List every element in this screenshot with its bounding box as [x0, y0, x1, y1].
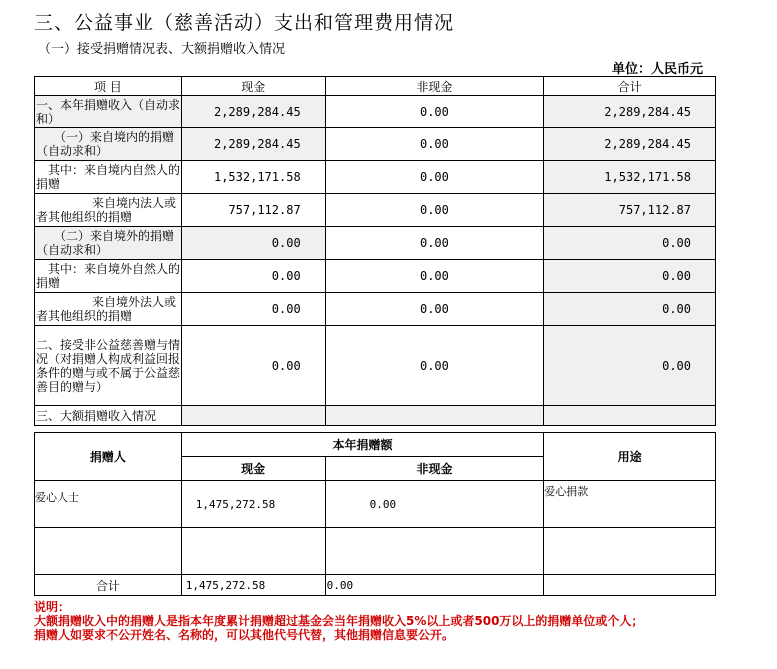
table-header-row	[35, 77, 716, 96]
total-cell: 2,289,284.45	[544, 96, 716, 128]
empty-cell	[544, 406, 716, 426]
noncash-cell: 0.00	[325, 227, 543, 260]
cash-cell: 2,289,284.45	[181, 128, 325, 161]
row-label: （二）来自境外的捐赠（自动求和）	[35, 227, 182, 260]
cash-cell: 0.00	[181, 227, 325, 260]
table-row	[35, 326, 716, 406]
row-label: 一、本年捐赠收入（自动求和）	[36, 97, 181, 126]
table-row	[35, 128, 716, 161]
purpose-header: 用途	[544, 433, 716, 481]
row-label: 三、大额捐赠收入情况	[35, 406, 182, 426]
total-cell: 0.00	[544, 227, 716, 260]
cash-cell: 1,475,272.58	[181, 481, 325, 528]
large-donation-table	[34, 432, 716, 596]
header-item: 项 目	[35, 77, 182, 96]
donor-cell: 爱心人士	[35, 481, 182, 528]
empty-cell	[325, 406, 543, 426]
cash-header: 现金	[181, 457, 325, 481]
empty-cell	[544, 575, 716, 596]
cash-cell: 1,532,171.58	[181, 161, 325, 194]
row-label: 来自境内法人或者其他组织的捐赠	[35, 194, 182, 227]
noncash-cell: 0.00	[325, 96, 543, 128]
section-subtitle: （一）接受捐赠情况表、大额捐赠收入情况	[38, 42, 286, 57]
donation-table	[34, 76, 716, 426]
total-cell: 0.00	[544, 260, 716, 293]
noncash-cell: 0.00	[325, 161, 543, 194]
empty-cell	[544, 528, 716, 575]
total-noncash-cell: 0.00	[325, 575, 544, 596]
table-row	[35, 96, 716, 128]
empty-cell	[181, 406, 325, 426]
table-row	[35, 481, 716, 528]
row-label: 二、接受非公益慈善赠与情况（对捐赠人构成利益回报条件的赠与或不属于公益慈善目的赠与）	[35, 326, 182, 406]
empty-cell	[35, 528, 182, 575]
total-cell: 1,532,171.58	[544, 161, 716, 194]
total-cell: 757,112.87	[544, 194, 716, 227]
table-row	[35, 227, 716, 260]
empty-cell	[181, 528, 325, 575]
row-label: （一）来自境内的捐赠（自动求和）	[35, 128, 182, 161]
total-cell: 2,289,284.45	[544, 128, 716, 161]
table-row	[35, 194, 716, 227]
header-cash: 现金	[181, 77, 325, 96]
table-header-row	[35, 433, 716, 457]
table-row	[35, 293, 716, 326]
row-label: 其中：来自境内自然人的捐赠	[35, 161, 182, 194]
row-label: 其中：来自境外自然人的捐赠	[35, 260, 182, 293]
row-label: 来自境外法人或者其他组织的捐赠	[35, 293, 182, 326]
notes	[34, 600, 724, 642]
unit-label: 单位：人民币元	[612, 62, 704, 77]
header-noncash: 非现金	[325, 77, 543, 96]
total-cash-cell: 1,475,272.58	[181, 575, 325, 596]
cash-cell: 0.00	[181, 260, 325, 293]
noncash-cell: 0.00	[325, 326, 543, 406]
table-row	[35, 161, 716, 194]
notes-line-1: 大额捐赠收入中的捐赠人是指本年度累计捐赠超过基金会当年捐赠收入5%以上或者500万以上的捐赠单位或个人；	[34, 614, 644, 628]
cash-cell: 757,112.87	[181, 194, 325, 227]
noncash-cell: 0.00	[325, 293, 543, 326]
table-row	[35, 406, 716, 426]
total-cell: 0.00	[544, 326, 716, 406]
table-row	[35, 260, 716, 293]
total-cell: 0.00	[544, 293, 716, 326]
purpose-cell: 爱心捐款	[544, 481, 716, 528]
total-label: 合计	[35, 575, 182, 596]
cash-cell: 0.00	[181, 293, 325, 326]
empty-cell	[325, 528, 544, 575]
notes-heading: 说明：	[34, 600, 71, 614]
notes-line-2: 捐赠人如要求不公开姓名、名称的，可以其他代号代替，其他捐赠信息要公开。	[34, 628, 455, 642]
cash-cell: 0.00	[181, 326, 325, 406]
header-total: 合计	[544, 77, 716, 96]
donor-header: 捐赠人	[35, 433, 182, 481]
noncash-cell: 0.00	[325, 260, 543, 293]
page-title: 三、公益事业（慈善活动）支出和管理费用情况	[34, 12, 455, 34]
noncash-header: 非现金	[325, 457, 544, 481]
noncash-cell: 0.00	[325, 128, 543, 161]
cash-cell: 2,289,284.45	[181, 96, 325, 128]
amount-header: 本年捐赠额	[181, 433, 544, 457]
table-row	[35, 528, 716, 575]
noncash-cell: 0.00	[325, 194, 543, 227]
total-row	[35, 575, 716, 596]
noncash-cell: 0.00	[325, 481, 544, 528]
